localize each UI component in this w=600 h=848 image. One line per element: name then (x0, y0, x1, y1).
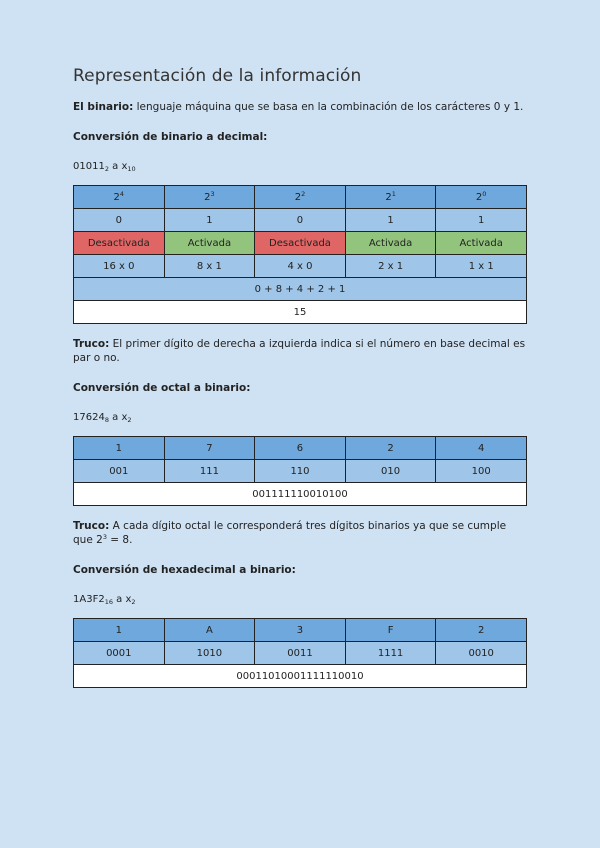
hex-to-bin-table (73, 618, 527, 688)
tip-term: Truco: (73, 520, 110, 532)
octal-digit-cell: 1 (74, 437, 165, 460)
digits-row (74, 209, 527, 232)
hex-digits-row (74, 619, 527, 642)
product-cell: 16 x 0 (74, 255, 165, 278)
hex-digit-cell: F (345, 619, 436, 642)
products-row (74, 255, 527, 278)
oct-to-bin-heading (73, 381, 527, 395)
oct-expr-target: 2 (127, 416, 132, 424)
hex-expr-base: 16 (104, 598, 113, 606)
oct-to-bin-table (73, 436, 527, 506)
digit-cell: 0 (255, 209, 346, 232)
binary-group-cell: 1111 (345, 642, 436, 665)
binary-group-cell: 0001 (74, 642, 165, 665)
power-cell: $2^2$ (255, 186, 346, 209)
oct-expression (73, 411, 527, 425)
tip-exponent: 3 (102, 533, 107, 541)
binary-group-cell: 001 (74, 460, 165, 483)
octal-digit-cell: 6 (255, 437, 346, 460)
power-cell: $2^0$ (436, 186, 527, 209)
hex-digit-cell: 2 (436, 619, 527, 642)
binary-term: El binario: (73, 101, 134, 113)
states-row (74, 232, 527, 255)
digit-cell: 1 (436, 209, 527, 232)
result-cell: 15 (74, 301, 527, 324)
bin-expression (73, 160, 527, 174)
oct-to-bin-heading-text: Conversión de octal a binario: (73, 382, 251, 394)
state-cell: Activada (345, 232, 436, 255)
binary-definition (73, 100, 527, 114)
binary-group-cell: 1010 (164, 642, 255, 665)
hex-binary-row (74, 642, 527, 665)
bin-to-dec-table (73, 185, 527, 324)
power-cell: $2^1$ (345, 186, 436, 209)
hex-expression (73, 593, 527, 607)
binary-group-cell: 010 (345, 460, 436, 483)
state-cell: Activada (164, 232, 255, 255)
oct-expr-base: 8 (104, 416, 109, 424)
tip-text: El primer dígito de derecha a izquierda indica si el número en base decimal es par o no. (73, 338, 526, 364)
tip-term: Truco: (73, 338, 110, 350)
octal-digit-cell: 4 (436, 437, 527, 460)
binary-definition-text: lenguaje máquina que se basa en la combinación de los carácteres 0 y 1. (133, 101, 524, 113)
octal-digits-row (74, 437, 527, 460)
product-cell: 1 x 1 (436, 255, 527, 278)
state-cell: Activada (436, 232, 527, 255)
hex-result-cell: 00011010001111110010 (74, 665, 527, 688)
tip-octal (73, 519, 527, 547)
product-cell: 4 x 0 (255, 255, 346, 278)
oct-expr-number: 17624 (73, 412, 105, 423)
sum-cell: 0 + 8 + 4 + 2 + 1 (74, 278, 527, 301)
hex-digit-cell: 3 (255, 619, 346, 642)
octal-binary-row (74, 460, 527, 483)
digit-cell: 0 (74, 209, 165, 232)
bin-expr-base: 2 (104, 165, 109, 173)
page-title: Representación de la información (73, 66, 362, 86)
digit-cell: 1 (345, 209, 436, 232)
octal-result-cell: 001111110010100 (74, 483, 527, 506)
binary-group-cell: 0011 (255, 642, 346, 665)
oct-expr-mid: a x (108, 412, 128, 423)
tip-text-end: = 8. (106, 534, 133, 546)
digit-cell: 1 (164, 209, 255, 232)
octal-result-row (74, 483, 527, 506)
binary-group-cell: 110 (255, 460, 346, 483)
product-cell: 2 x 1 (345, 255, 436, 278)
result-row (74, 301, 527, 324)
bin-to-dec-heading (73, 130, 527, 144)
octal-digit-cell: 7 (164, 437, 255, 460)
state-cell: Desactivada (74, 232, 165, 255)
hex-to-bin-heading-text: Conversión de hexadecimal a binario: (73, 564, 296, 576)
product-cell: 8 x 1 (164, 255, 255, 278)
sum-row (74, 278, 527, 301)
hex-to-bin-heading (73, 563, 527, 577)
bin-expr-mid: a x (108, 161, 128, 172)
octal-digit-cell: 2 (345, 437, 436, 460)
hex-digit-cell: A (164, 619, 255, 642)
document-page (73, 66, 527, 688)
bin-expr-number: 01011 (73, 161, 105, 172)
tip-parity (73, 337, 527, 365)
hex-expr-number: 1A3F2 (73, 594, 105, 605)
power-cell: $2^3$ (164, 186, 255, 209)
powers-row (74, 186, 527, 209)
binary-group-cell: 100 (436, 460, 527, 483)
binary-group-cell: 111 (164, 460, 255, 483)
hex-digit-cell: 1 (74, 619, 165, 642)
hex-expr-mid: a x (112, 594, 132, 605)
binary-group-cell: 0010 (436, 642, 527, 665)
state-cell: Desactivada (255, 232, 346, 255)
hex-result-row (74, 665, 527, 688)
tip-text: A cada dígito octal le corresponderá tres dígitos binarios ya que se cumple que 2 (73, 520, 507, 546)
hex-expr-target: 2 (131, 598, 136, 606)
bin-to-dec-heading-text: Conversión de binario a decimal: (73, 131, 268, 143)
bin-expr-target: 10 (127, 165, 136, 173)
power-cell: $2^4$ (74, 186, 165, 209)
